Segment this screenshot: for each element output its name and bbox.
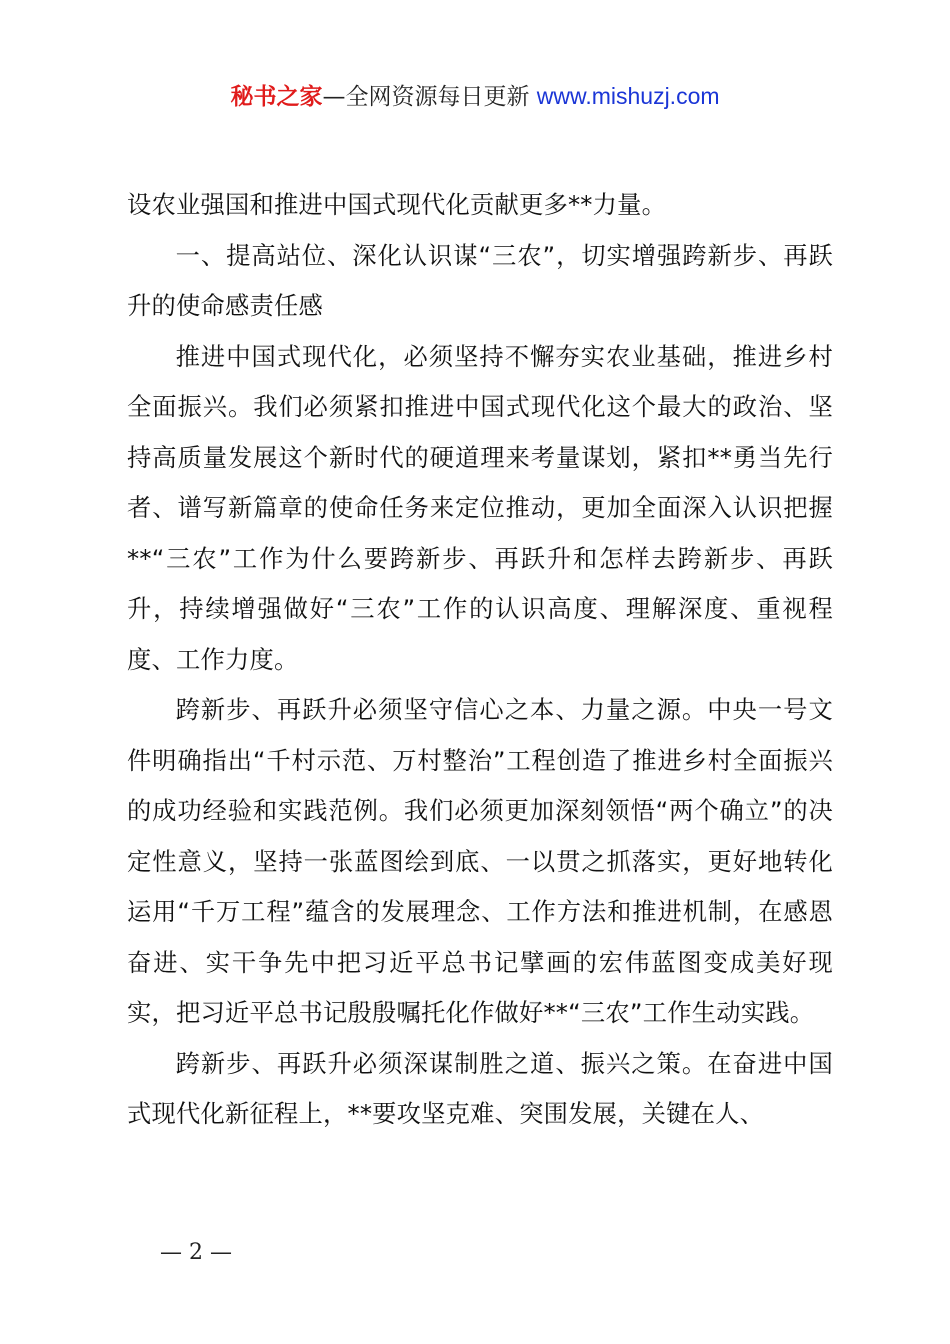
paragraph: 跨新步、再跃升必须坚守信心之本、力量之源。中央一号文件明确指出“千村示范、万村整治”工程创造了推进乡村全面振兴的成功经验和实践范例。我们必须更加深刻领悟“两个确立”的决定性意义，坚持一张蓝图绘到底、一以贯之抓落实，更好地转化运用“千万工程”蕴含的发展理念、工作方法和推进机制，在感恩奋进、实干争先中把习近平总书记擘画的宏伟蓝图变成美好现实，把习近平总书记殷殷嘱托化作做好**“三农”工作生动实践。 xyxy=(127,695,833,1027)
paragraph: 跨新步、再跃升必须深谋制胜之道、振兴之策。在奋进中国式现代化新征程上，**要攻坚克难、突围发展，关键在人、 xyxy=(127,1048,833,1128)
paragraph: 推进中国式现代化，必须坚持不懈夯实农业基础，推进乡村全面振兴。我们必须紧扣推进中国式现代化这个最大的政治、坚持高质量发展这个新时代的硬道理来考量谋划，紧扣**勇当先行者、谱写新篇章的使命任务来定位推动，更加全面深入认识把握**“三农”工作为什么要跨新步、再跃升和怎样去跨新步、再跃升，持续增强做好“三农”工作的认识高度、理解深度、重视程度、工作力度。 xyxy=(127,341,833,674)
site-tagline: —全网资源每日更新 xyxy=(322,84,537,110)
paragraph-continuation: 设农业强国和推进中国式现代化贡献更多**力量。 xyxy=(127,190,667,219)
page-number: — 2 — xyxy=(160,1240,232,1265)
site-url: www.mishuzj.com xyxy=(536,83,720,109)
document-body xyxy=(127,180,833,1140)
site-header xyxy=(0,80,950,113)
site-brand: 秘书之家 xyxy=(230,84,323,110)
section-heading: 一、提高站位、深化认识谋“三农”，切实增强跨新步、再跃升的使命感责任感 xyxy=(127,240,833,320)
